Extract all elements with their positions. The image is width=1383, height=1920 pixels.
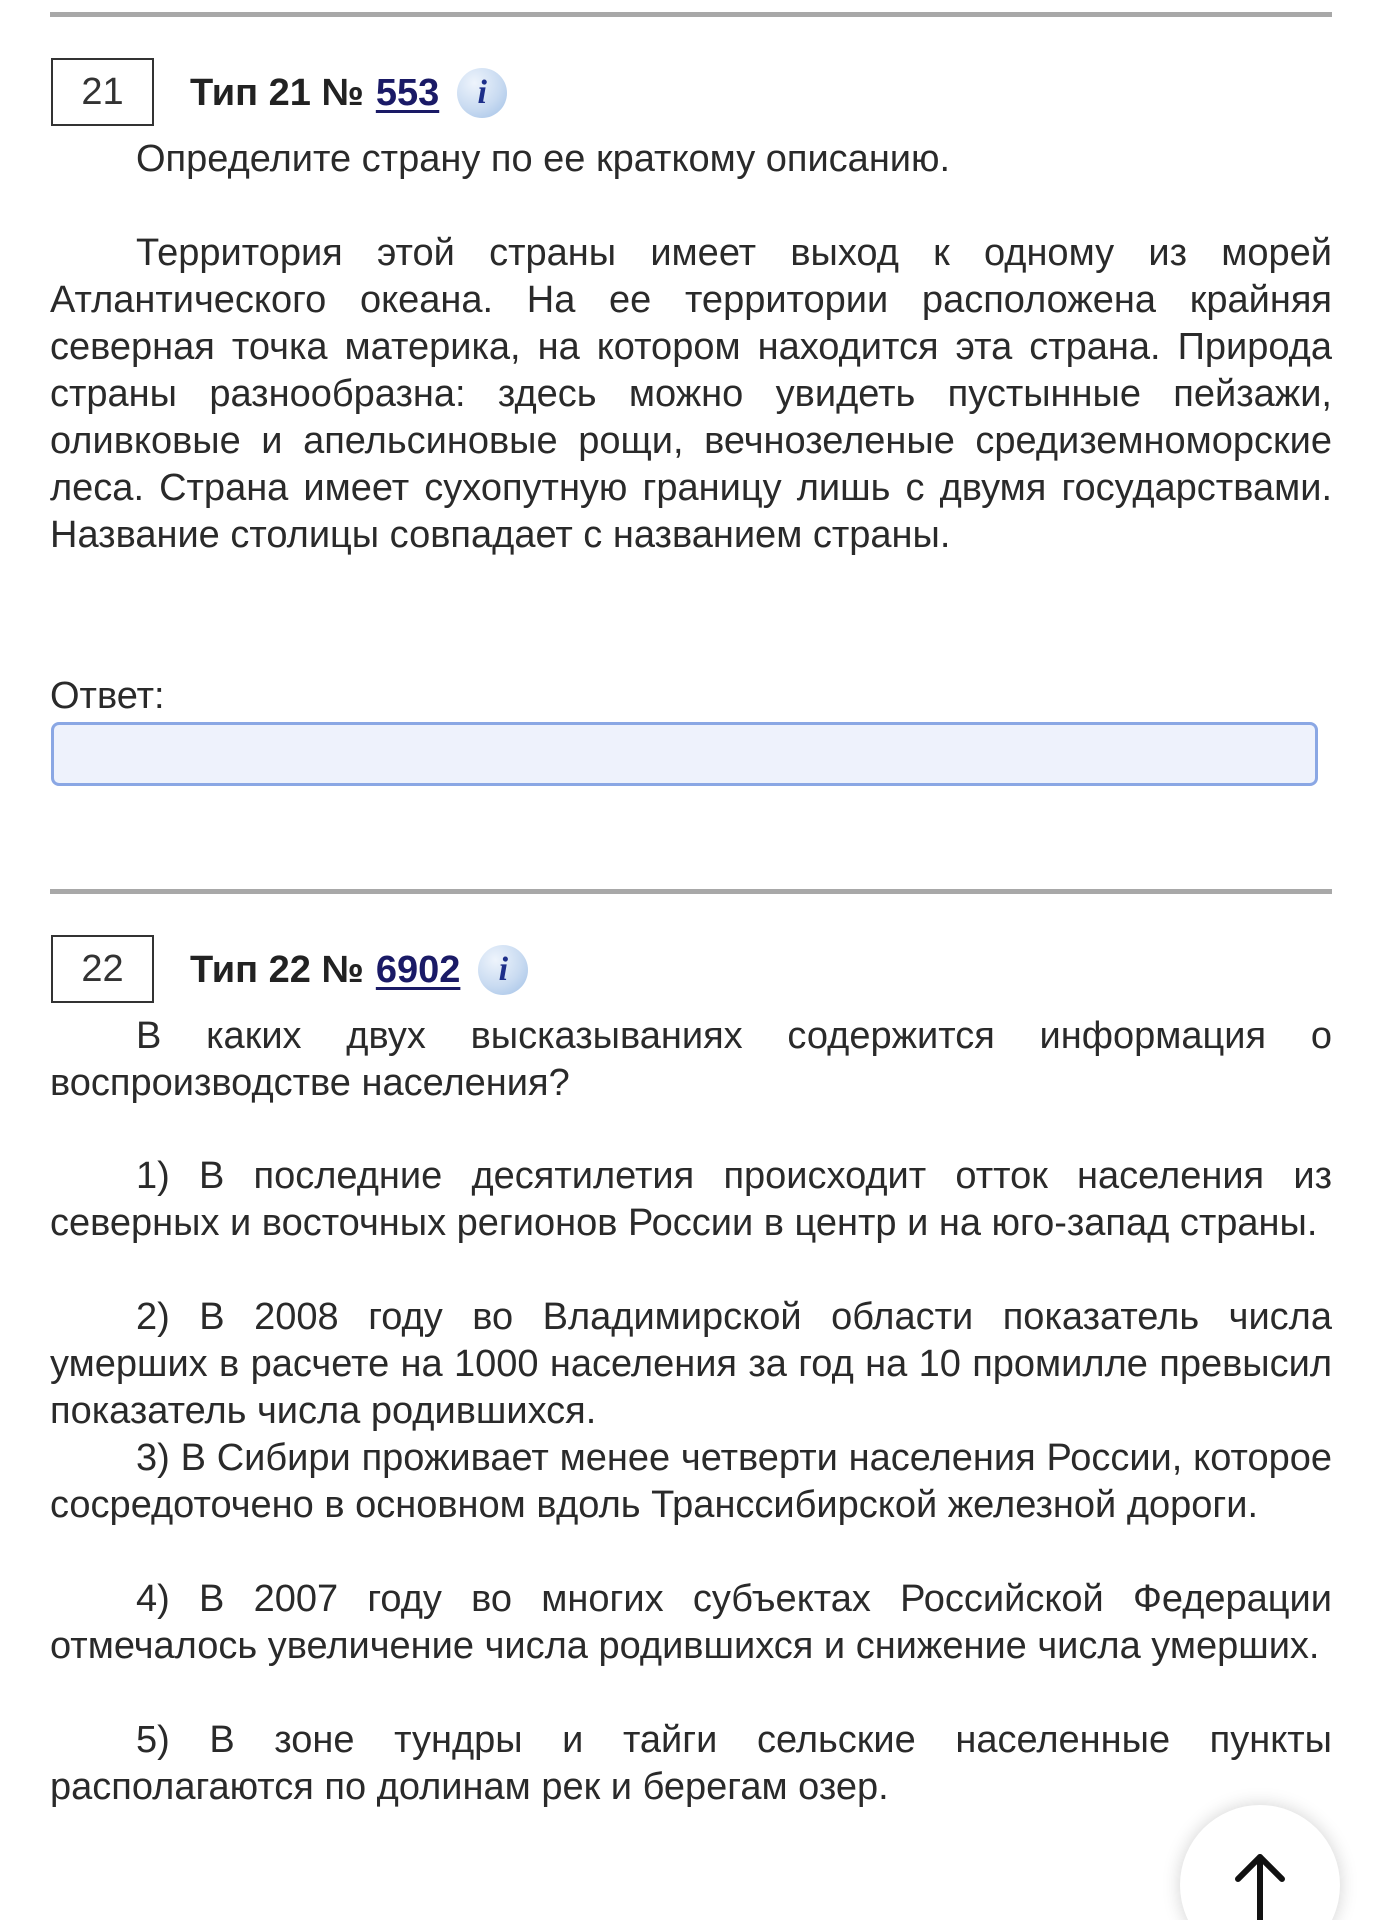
answer-option-1: 1) В последние десятилетия происходит отток населения из северных и восточных регионов России в центр и на юго-запад страны. xyxy=(50,1155,1332,1244)
task-question: Определите страну по ее краткому описанию. xyxy=(136,138,951,180)
answer-option-2: 2) В 2008 году во Владимирской области показатель числа умерших в расчете на 1000 населения за год на 10 промилле превысил показатель числа родившихся. xyxy=(50,1296,1332,1432)
answer-label: Ответ: xyxy=(50,675,165,717)
task-question: В каких двух высказываниях содержится информация о воспроизводстве населения? xyxy=(50,1015,1332,1104)
task-type-label: Тип 21 № xyxy=(190,71,364,114)
task-id-link[interactable]: 6902 xyxy=(375,948,461,991)
arrow-up-icon xyxy=(1220,1849,1300,1920)
scroll-to-top-button[interactable] xyxy=(1180,1805,1340,1920)
top-divider xyxy=(50,12,1332,17)
info-icon[interactable]: i xyxy=(478,945,528,995)
info-icon[interactable]: i xyxy=(457,68,507,118)
section-divider xyxy=(50,889,1332,894)
task-number-badge: 21 xyxy=(51,58,154,126)
task-type-header xyxy=(190,935,528,1005)
task-description: Территория этой страны имеет выход к одному из морей Атлантического океана. На ее территории расположена крайняя северная точка материка, на котором находится эта страна. Природа страны разнообразна: здесь можно увидеть пустынные пейзажи, оливковые и апельсиновые рощи, вечнозеленые средиземноморские леса. Страна имеет сухопутную границу лишь с двумя государствами. Название столицы совпадает с названием страны. xyxy=(50,232,1332,556)
answer-input[interactable] xyxy=(51,722,1318,786)
task-type-label: Тип 22 № xyxy=(190,948,364,991)
task-id-link[interactable]: 553 xyxy=(375,71,440,114)
answer-option-3: 3) В Сибири проживает менее четверти населения России, которое сосредоточено в основном вдоль Транссибирской железной дороги. xyxy=(50,1437,1332,1526)
task-type-header xyxy=(190,58,507,128)
answer-option-4: 4) В 2007 году во многих субъектах Российской Федерации отмечалось увеличение числа родившихся и снижение числа умерших. xyxy=(50,1578,1332,1667)
answer-option-5: 5) В зоне тундры и тайги сельские населенные пункты располагаются по долинам рек и берегам озер. xyxy=(50,1719,1332,1808)
task-number-badge: 22 xyxy=(51,935,154,1003)
